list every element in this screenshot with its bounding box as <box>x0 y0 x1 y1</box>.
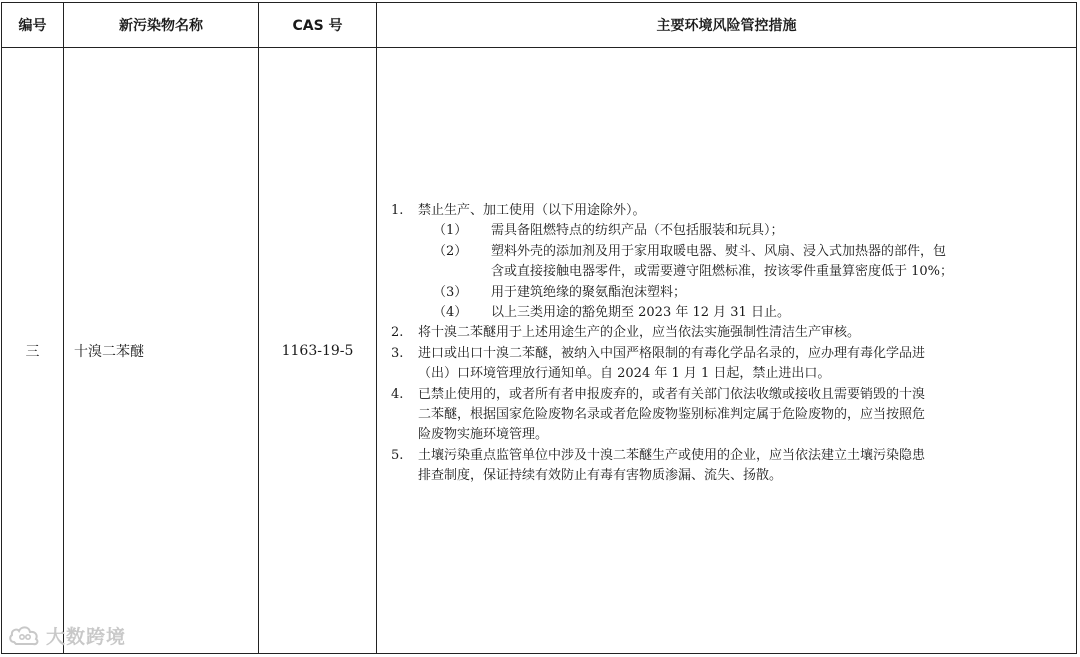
measure-1-sub-4: （4） 以上三类用途的豁免期至 2023 年 12 月 31 日止。 <box>433 304 790 320</box>
col-divider-1 <box>63 3 64 653</box>
measure-5-cont: 排查制度，保证持续有效防止有毒有害物质渗漏、流失、扬散。 <box>418 468 783 484</box>
measure-4: 4. 已禁止使用的，或者所有者申报废弃的，或者有关部门依法收缴或接收且需要销毁的十溴 <box>391 386 926 402</box>
measure-4-cont-1: 二苯醚，根据国家危险废物名录或者危险废物鉴别标准判定属于危险废物的，应当按照危 <box>418 406 926 422</box>
measure-2: 2. 将十溴二苯醚用于上述用途生产的企业，应当依法实施强制性清洁生产审核。 <box>391 325 861 341</box>
measure-1-sub-2: （2） 塑料外壳的添加剂及用于家用取暖电器、熨斗、风扇、浸入式加热器的部件，包 <box>433 243 947 259</box>
measure-3: 3. 进口或出口十溴二苯醚，被纳入中国严格限制的有毒化学品名录的，应办理有毒化学品进 <box>391 345 926 361</box>
watermark-text: 大数跨境 <box>46 626 127 648</box>
row-name: 十溴二苯醚 <box>74 343 144 360</box>
watermark <box>8 622 126 649</box>
measure-4-cont-2: 险废物实施环境管理。 <box>418 427 549 443</box>
measure-3-cont: （出）口环境管理放行通知单。自 2024 年 1 月 1 日起，禁止进出口。 <box>418 366 831 382</box>
measure-5: 5. 土壤污染重点监管单位中涉及十溴二苯醚生产或使用的企业，应当依法建立土壤污染隐患 <box>391 447 926 463</box>
measure-1-sub-2-cont: 含或直接接触电器零件，或需要遵守阻燃标准，按该零件重量算密度低于 10%； <box>491 264 954 280</box>
header-id: 编号 <box>18 18 47 34</box>
row-id: 三 <box>25 343 40 360</box>
measure-1-sub-3: （3） 用于建筑绝缘的聚氨酯泡沫塑料； <box>433 284 687 300</box>
col-divider-3 <box>376 3 377 653</box>
header-cas: CAS 号 <box>292 18 343 34</box>
header-name: 新污染物名称 <box>119 18 203 34</box>
header-measures: 主要环境风险管控措施 <box>656 18 797 34</box>
measures-list <box>391 201 1071 486</box>
row-cas: 1163-19-5 <box>281 342 354 359</box>
measure-1-sub-1: （1） 需具备阻燃特点的纺织产品（不包括服装和玩具）； <box>433 223 784 239</box>
cloud-logo-icon <box>8 624 42 648</box>
measure-1: 1. 禁止生产、加工使用（以下用途除外）。 <box>391 203 646 218</box>
